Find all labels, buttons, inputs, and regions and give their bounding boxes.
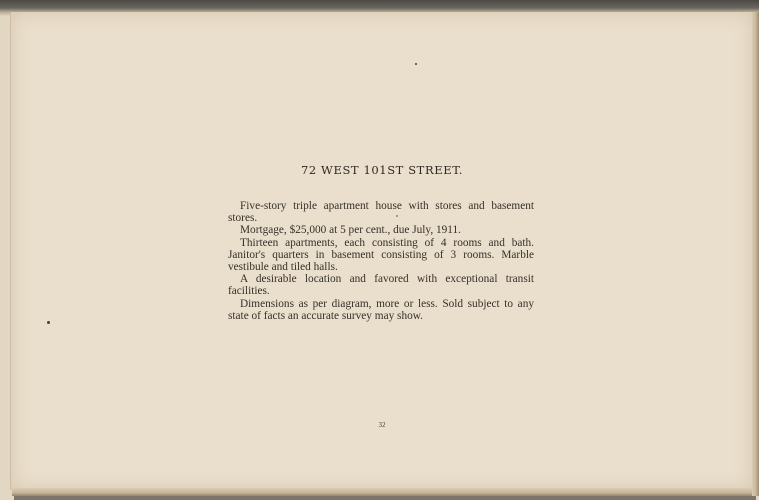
page-title: 72 WEST 101ST STREET. — [300, 163, 464, 177]
book-page — [10, 12, 753, 490]
paragraph-dimensions: Dimensions as per diagram, more or less. Sold subject to any state of facts an accurate survey may show. — [228, 297, 534, 322]
paragraph-location: A desirable location and favored with exceptional transit facilities. — [228, 273, 534, 298]
paper-speck — [47, 321, 50, 324]
page-number: 32 — [378, 421, 386, 429]
page-edge-right — [752, 12, 759, 496]
paper-speck — [415, 63, 417, 65]
underlying-page-edge — [14, 496, 756, 500]
paragraph-building: Five-story triple apartment house with stores and basement stores. — [228, 200, 534, 225]
paragraph-mortgage: Mortgage, $25,000 at 5 per cent., due July, 1911. — [240, 224, 461, 237]
property-description — [228, 200, 534, 322]
paragraph-apartments: Thirteen apartments, each consisting of 4 rooms and bath. Janitor's quarters in basement consisting of 3 rooms. Marble vestibule and tiled halls. — [228, 236, 534, 274]
page-edge-bottom — [12, 488, 752, 496]
paper-speck — [396, 215, 398, 217]
